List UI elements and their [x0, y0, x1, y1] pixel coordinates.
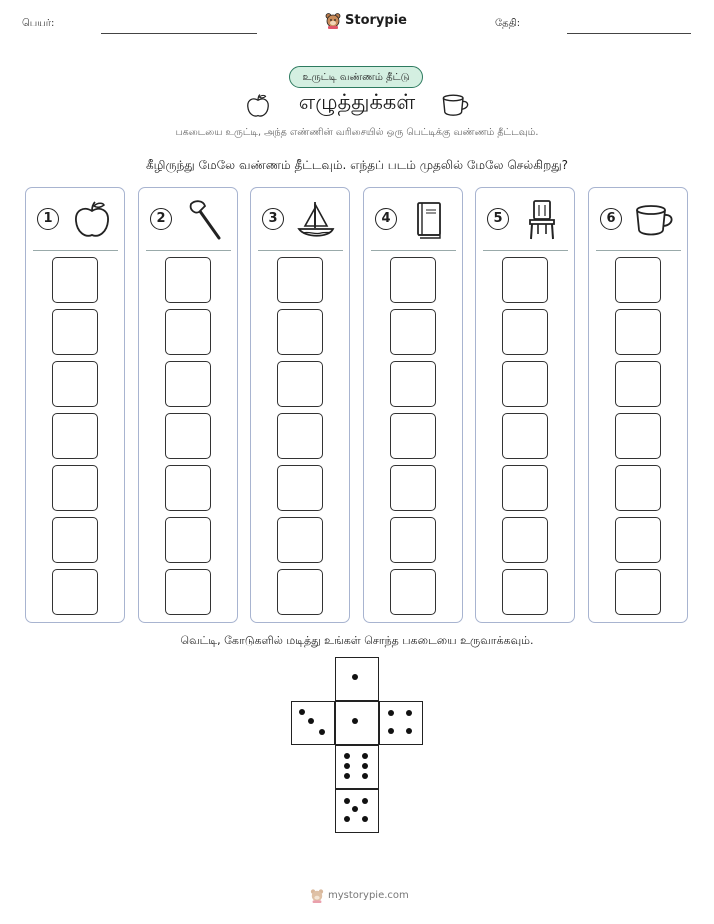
- brand-logo: [325, 12, 407, 29]
- apple-icon: [70, 198, 114, 242]
- color-box[interactable]: [52, 517, 98, 563]
- column-2: [138, 187, 238, 623]
- boat-icon: [295, 198, 339, 242]
- column-number: 5: [487, 208, 509, 230]
- die-pip: [352, 718, 358, 724]
- color-box[interactable]: [390, 517, 436, 563]
- color-box[interactable]: [390, 257, 436, 303]
- die-pip: [362, 773, 368, 779]
- column-number: 4: [375, 208, 397, 230]
- color-box[interactable]: [52, 361, 98, 407]
- column-number: 1: [37, 208, 59, 230]
- footer: [310, 888, 409, 903]
- column-divider: [33, 250, 118, 251]
- column-divider: [146, 250, 231, 251]
- color-box[interactable]: [502, 517, 548, 563]
- color-box[interactable]: [277, 309, 323, 355]
- footer-url[interactable]: mystorypie.com: [328, 890, 409, 901]
- die-pip: [344, 773, 350, 779]
- color-box[interactable]: [165, 413, 211, 459]
- instruction-text: கீழிருந்து மேலே வண்ணம் தீட்டவும். எந்தப் படம் முதலில் மேலே செல்கிறது?: [145, 158, 569, 172]
- chair-icon: [520, 198, 564, 242]
- color-box[interactable]: [615, 465, 661, 511]
- cup-icon: [440, 91, 472, 119]
- color-box[interactable]: [615, 257, 661, 303]
- color-box[interactable]: [277, 517, 323, 563]
- die-pip: [406, 710, 412, 716]
- die-pip: [344, 753, 350, 759]
- die-pip: [362, 753, 368, 759]
- color-box[interactable]: [390, 413, 436, 459]
- die-pip: [308, 718, 314, 724]
- color-box[interactable]: [165, 517, 211, 563]
- page-title: எழுத்துக்கள்: [298, 90, 416, 114]
- date-line[interactable]: [567, 33, 691, 34]
- die-face-1: [335, 657, 379, 701]
- color-box[interactable]: [277, 465, 323, 511]
- axe-icon: [183, 198, 227, 242]
- color-box[interactable]: [390, 361, 436, 407]
- die-pip: [388, 710, 394, 716]
- die-face-3: [291, 701, 335, 745]
- column-number: 2: [150, 208, 172, 230]
- color-box[interactable]: [615, 309, 661, 355]
- color-box[interactable]: [277, 257, 323, 303]
- die-pip: [362, 816, 368, 822]
- column-4: [363, 187, 463, 623]
- die-pip: [299, 709, 305, 715]
- book-icon: [408, 198, 452, 242]
- color-box[interactable]: [502, 257, 548, 303]
- color-box[interactable]: [615, 413, 661, 459]
- color-box[interactable]: [502, 361, 548, 407]
- die-face-6: [335, 745, 379, 789]
- column-6: [588, 187, 688, 623]
- bear-logo-icon: [310, 888, 324, 903]
- column-number: 6: [600, 208, 622, 230]
- color-box[interactable]: [165, 257, 211, 303]
- color-box[interactable]: [502, 413, 548, 459]
- brand-name: Storypie: [345, 13, 407, 28]
- column-divider: [258, 250, 343, 251]
- die-pip: [344, 798, 350, 804]
- column-number: 3: [262, 208, 284, 230]
- color-box[interactable]: [390, 569, 436, 615]
- color-box[interactable]: [52, 465, 98, 511]
- column-1: [25, 187, 125, 623]
- color-box[interactable]: [52, 569, 98, 615]
- column-5: [475, 187, 575, 623]
- color-box[interactable]: [165, 361, 211, 407]
- color-box[interactable]: [502, 309, 548, 355]
- color-box[interactable]: [165, 465, 211, 511]
- die-pip: [352, 806, 358, 812]
- column-3: [250, 187, 350, 623]
- name-label: பெயர்:: [22, 18, 55, 29]
- color-box[interactable]: [615, 569, 661, 615]
- die-pip: [406, 728, 412, 734]
- color-box[interactable]: [277, 413, 323, 459]
- color-box[interactable]: [502, 465, 548, 511]
- column-divider: [483, 250, 568, 251]
- color-box[interactable]: [615, 361, 661, 407]
- bear-logo-icon: [325, 12, 341, 29]
- color-box[interactable]: [165, 309, 211, 355]
- color-box[interactable]: [277, 569, 323, 615]
- date-label: தேதி:: [495, 18, 521, 29]
- die-pip: [344, 816, 350, 822]
- die-pip: [362, 763, 368, 769]
- die-face-4: [379, 701, 423, 745]
- die-pip: [319, 729, 325, 735]
- activity-pill: உருட்டி வண்ணம் தீட்டு: [289, 66, 423, 88]
- color-box[interactable]: [390, 465, 436, 511]
- name-line[interactable]: [101, 33, 257, 34]
- cut-instruction: வெட்டி, கோடுகளில் மடித்து உங்கள் சொந்த பகடையை உருவாக்கவும்.: [180, 634, 534, 647]
- color-box[interactable]: [615, 517, 661, 563]
- column-divider: [596, 250, 681, 251]
- column-divider: [371, 250, 456, 251]
- subtitle: பகடையை உருட்டி, அந்த எண்ணின் வரிசையில் ஒரு பெட்டிக்கு வண்ணம் தீட்டவும்.: [175, 127, 539, 138]
- die-pip: [344, 763, 350, 769]
- color-box[interactable]: [502, 569, 548, 615]
- die-face-1-center: [335, 701, 379, 745]
- die-face-5: [335, 789, 379, 833]
- color-box[interactable]: [390, 309, 436, 355]
- color-box[interactable]: [277, 361, 323, 407]
- cup-icon: [633, 198, 677, 242]
- color-box[interactable]: [52, 309, 98, 355]
- color-box[interactable]: [165, 569, 211, 615]
- die-pip: [352, 674, 358, 680]
- color-box[interactable]: [52, 257, 98, 303]
- color-box[interactable]: [52, 413, 98, 459]
- die-pip: [362, 798, 368, 804]
- die-pip: [388, 728, 394, 734]
